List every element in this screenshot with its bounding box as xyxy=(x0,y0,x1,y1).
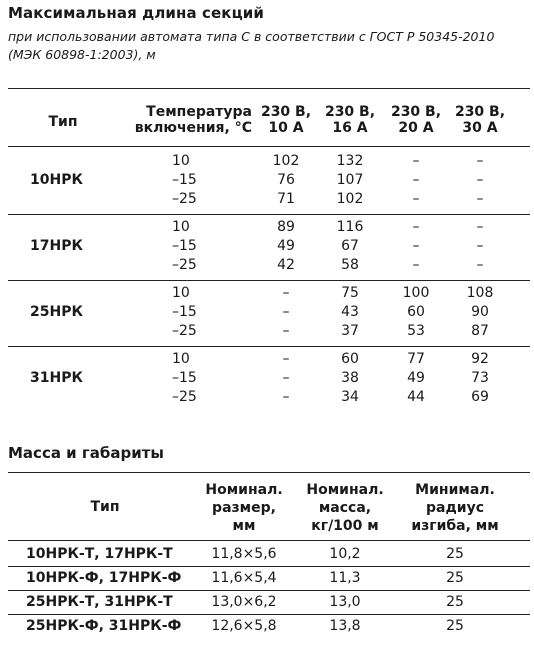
header-c1-line2: 10 А xyxy=(268,120,304,136)
row-divider xyxy=(8,614,530,615)
table-cell: 25 xyxy=(446,594,464,610)
group-divider xyxy=(8,280,530,281)
table-cell: 89 xyxy=(277,219,295,235)
header-230v-30a xyxy=(448,104,512,136)
header-c2-line2: 16 А xyxy=(332,120,368,136)
header-230v-16a xyxy=(318,104,382,136)
header2-size-line3: мм xyxy=(232,518,256,534)
row-type-name: 10НРК-Т, 17НРК-Т xyxy=(26,546,173,562)
table-cell: –15 xyxy=(172,370,197,386)
table-cell: – xyxy=(412,257,420,273)
group-name: 17НРК xyxy=(30,238,83,254)
table-cell: 10 xyxy=(172,219,190,235)
row-type-name: 25НРК-Т, 31НРК-Т xyxy=(26,594,173,610)
table-cell: 69 xyxy=(471,389,489,405)
table-cell: 12,6×5,8 xyxy=(211,618,277,634)
table-cell: – xyxy=(282,304,290,320)
table-cell: – xyxy=(476,172,484,188)
table-cell: 73 xyxy=(471,370,489,386)
table-cell: 13,0 xyxy=(329,594,361,610)
row-divider xyxy=(8,566,530,567)
header2-mass xyxy=(292,481,398,535)
table-cell: – xyxy=(476,153,484,169)
table-cell: 132 xyxy=(336,153,364,169)
table-cell: 13,8 xyxy=(329,618,361,634)
table-cell: 44 xyxy=(407,389,425,405)
table-cell: 108 xyxy=(466,285,494,301)
group-divider xyxy=(8,214,530,215)
table-cell: 43 xyxy=(341,304,359,320)
table-cell: 42 xyxy=(277,257,295,273)
table-cell: –15 xyxy=(172,304,197,320)
header2-size xyxy=(196,481,292,535)
table-cell: 10 xyxy=(172,351,190,367)
table-cell: 102 xyxy=(336,191,364,207)
table-cell: – xyxy=(476,219,484,235)
table-cell: – xyxy=(476,191,484,207)
table-cell: 25 xyxy=(446,618,464,634)
table-cell: – xyxy=(282,389,290,405)
table-cell: 53 xyxy=(407,323,425,339)
header-c1-line1: 230 В, xyxy=(260,104,312,120)
header-c2-line1: 230 В, xyxy=(324,104,376,120)
row-type-name: 10НРК-Ф, 17НРК-Ф xyxy=(26,570,182,586)
header-c4-line2: 30 А xyxy=(462,120,498,136)
section-subtitle: при использовании автомата типа С в соответствии с ГОСТ Р 50345-2010 (МЭК 60898-1:2003), м xyxy=(8,29,495,62)
header-230v-10a xyxy=(254,104,318,136)
table-cell: 60 xyxy=(341,351,359,367)
table-cell: 25 xyxy=(446,570,464,586)
table-cell: 60 xyxy=(407,304,425,320)
table-cell: 25 xyxy=(446,546,464,562)
table-cell: 90 xyxy=(471,304,489,320)
table-cell: –25 xyxy=(172,191,197,207)
header2-radius xyxy=(400,481,510,535)
table-cell: –25 xyxy=(172,389,197,405)
table-cell: – xyxy=(282,351,290,367)
table-cell: 75 xyxy=(341,285,359,301)
table2-top-rule xyxy=(8,472,530,473)
table-cell: 13,0×6,2 xyxy=(211,594,277,610)
header2-mass-line3: кг/100 м xyxy=(311,518,379,534)
group-name: 10НРК xyxy=(30,172,83,188)
table-cell: 10 xyxy=(172,153,190,169)
header-temp xyxy=(112,104,252,136)
table-cell: 107 xyxy=(336,172,364,188)
table-cell: 11,3 xyxy=(329,570,361,586)
header2-mass-line1: Номинал. xyxy=(306,482,384,498)
section-title-mass: Масса и габариты xyxy=(8,444,164,462)
table-cell: 34 xyxy=(341,389,359,405)
table-cell: – xyxy=(282,323,290,339)
table-cell: 10,2 xyxy=(329,546,361,562)
table-cell: – xyxy=(412,191,420,207)
group-divider xyxy=(8,346,530,347)
table-cell: 67 xyxy=(341,238,359,254)
table-cell: –15 xyxy=(172,172,197,188)
table-top-rule xyxy=(8,88,530,89)
header2-bottom-rule xyxy=(8,540,530,541)
table-cell: 49 xyxy=(407,370,425,386)
table-cell: – xyxy=(412,172,420,188)
table-cell: –25 xyxy=(172,323,197,339)
header-c3-line1: 230 В, xyxy=(390,104,442,120)
table-cell: 102 xyxy=(272,153,300,169)
header2-size-line2: размер, xyxy=(212,500,276,516)
table-cell: 11,6×5,4 xyxy=(211,570,277,586)
table-cell: 58 xyxy=(341,257,359,273)
row-type-name: 25НРК-Ф, 31НРК-Ф xyxy=(26,618,182,634)
table-cell: 49 xyxy=(277,238,295,254)
header-c4-line1: 230 В, xyxy=(454,104,506,120)
table-cell: 116 xyxy=(336,219,364,235)
section-title-lengths: Максимальная длина секций xyxy=(8,4,265,22)
table-cell: 11,8×5,6 xyxy=(211,546,277,562)
header2-radius-line3: изгиба, мм xyxy=(411,518,499,534)
table-cell: – xyxy=(412,238,420,254)
table-cell: 10 xyxy=(172,285,190,301)
header-c3-line2: 20 А xyxy=(398,120,434,136)
table-cell: – xyxy=(412,219,420,235)
header2-radius-line1: Минимал. xyxy=(415,482,495,498)
table-cell: – xyxy=(476,238,484,254)
header2-radius-line2: радиус xyxy=(425,500,484,516)
group-name: 25НРК xyxy=(30,304,83,320)
header-230v-20a xyxy=(384,104,448,136)
group-name: 31НРК xyxy=(30,370,83,386)
table-cell: –25 xyxy=(172,257,197,273)
header-type: Тип xyxy=(48,114,78,130)
table-cell: – xyxy=(476,257,484,273)
table-cell: 38 xyxy=(341,370,359,386)
table-cell: 77 xyxy=(407,351,425,367)
header-bottom-rule xyxy=(8,146,530,147)
table-cell: 76 xyxy=(277,172,295,188)
header2-mass-line2: масса, xyxy=(318,500,372,516)
table-cell: 92 xyxy=(471,351,489,367)
row-divider xyxy=(8,590,530,591)
table-cell: – xyxy=(412,153,420,169)
table-cell: 71 xyxy=(277,191,295,207)
header2-type: Тип xyxy=(90,499,120,515)
table-cell: 87 xyxy=(471,323,489,339)
table-cell: –15 xyxy=(172,238,197,254)
header-temp-line1: Температура xyxy=(146,104,252,120)
header2-size-line1: Номинал. xyxy=(205,482,283,498)
table-cell: – xyxy=(282,370,290,386)
table-cell: 37 xyxy=(341,323,359,339)
header-temp-line2: включения, °С xyxy=(134,120,252,136)
table-cell: 100 xyxy=(402,285,430,301)
table-cell: – xyxy=(282,285,290,301)
